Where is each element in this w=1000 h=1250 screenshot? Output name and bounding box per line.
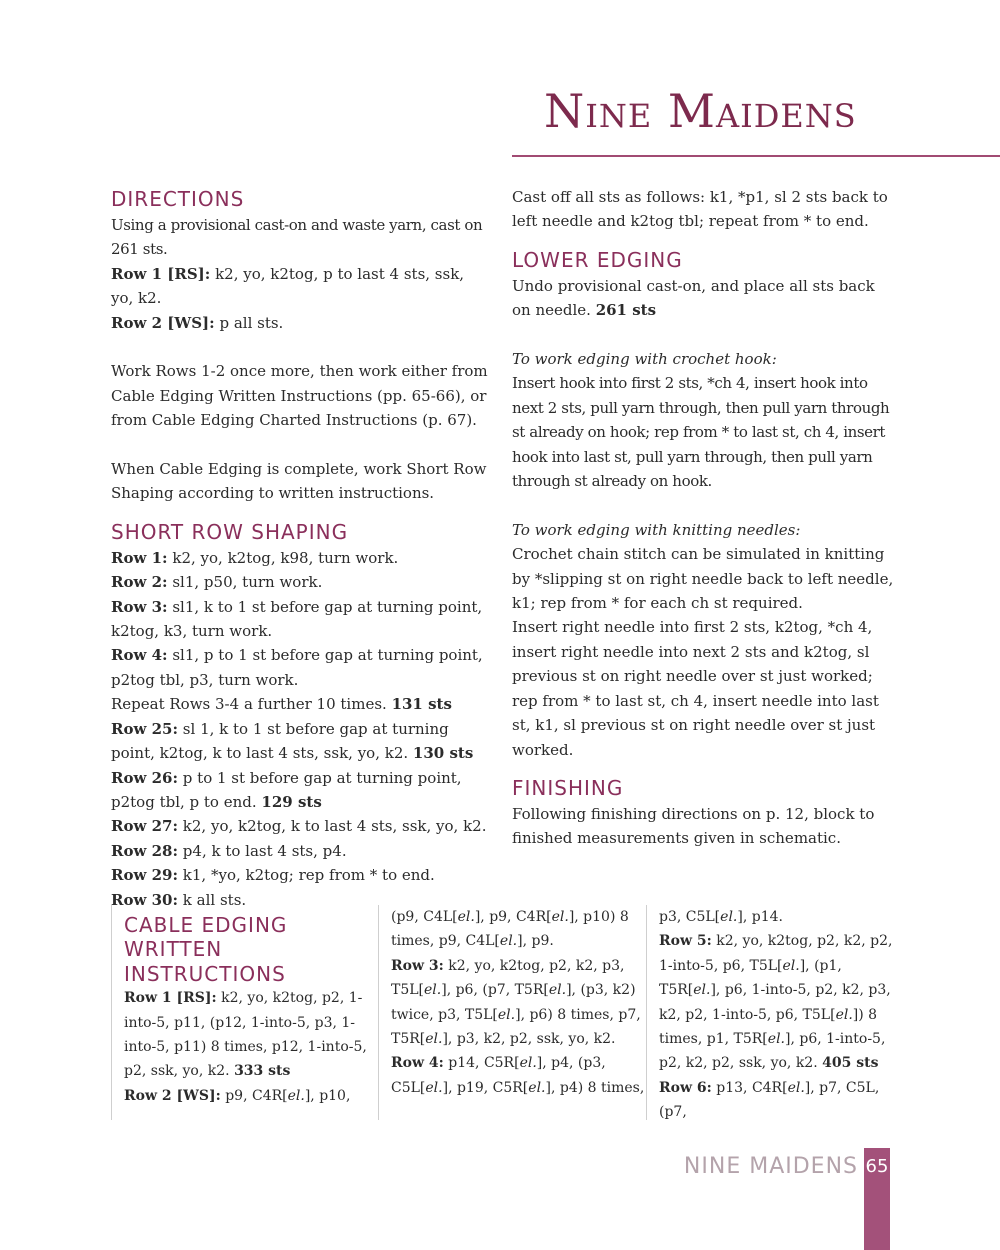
running-title: NINE MAIDENS (683, 1154, 858, 1179)
row-2: Row 2 [WS]: p all sts. (111, 313, 284, 332)
sr-row-28: Row 28: p4, k to last 4 sts, p4. (111, 841, 347, 860)
directions-heading: DIRECTIONS (111, 187, 245, 211)
cable-row-1: Row 1 [RS]: k2, yo, k2tog, p2, 1-into-5, p11, (p12, 1-into-5, p3, 1-into-5, p11) 8 times, p12, 1-into-5, p2, ssk, yo, k2. 333 sts (124, 990, 367, 1080)
para-work-rows: Work Rows 1-2 once more, then work either from Cable Edging Written Instructions (pp. 65-66), or from Cable Edging Charted Instructions (p. 67). (111, 362, 488, 430)
sr-row-27: Row 27: k2, yo, k2tog, k to last 4 sts, ssk, yo, k2. (111, 817, 487, 836)
cable-column-3 (646, 905, 902, 1120)
cable-row-6: Row 6: p13, C4R[el.], p7, C5L, (p7, (659, 1079, 880, 1121)
short-row-heading: SHORT ROW SHAPING (111, 519, 349, 544)
crochet-text: Insert hook into first 2 sts, *ch 4, insert hook into next 2 sts, pull yarn through, then pull yarn through st already on hook; rep from * to last st, ch 4, insert hook into last st, pull yarn through, then pull yarn through st already on hook. (512, 374, 890, 491)
sr-repeat: Repeat Rows 3-4 a further 10 times. 131 sts (111, 695, 452, 714)
finishing-heading: FINISHING (512, 775, 624, 800)
knitting-heading: To work edging with knitting needles: (512, 520, 801, 539)
sr-row-1: Row 1: k2, yo, k2tog, k98, turn work. (111, 548, 399, 567)
finishing-text: Following finishing directions on p. 12, block to finished measurements given in schematic. (512, 804, 875, 848)
cable-row-5: Row 5: k2, yo, k2tog, p2, k2, p2, 1-into-5, p6, T5L[el.], (p1, T5R[el.], p6, 1-into-5, p2, k2, p3, k2, p2, 1-into-5, p6, T5L[el.]) 8 times, p1, T5R[el.], p6, 1-into-5, p2, k2, p2, ssk, yo, k2. 405 sts (659, 933, 893, 1072)
cable-column-2 (378, 905, 646, 1120)
cable-column-1 (111, 905, 379, 1120)
row-1: Row 1 [RS]: k2, yo, k2tog, p to last 4 sts, ssk, yo, k2. (111, 264, 465, 308)
sr-row-26: Row 26: p to 1 st before gap at turning point, p2tog tbl, p to end. 129 sts (111, 768, 462, 811)
page-number: 65 (865, 1156, 889, 1177)
sr-row-3: Row 3: sl1, k to 1 st before gap at turning point, k2tog, k3, turn work. (111, 597, 483, 641)
cable-row-2: Row 2 [WS]: p9, C4R[el.], p10, (124, 1087, 351, 1104)
sr-row-25: Row 25: sl 1, k to 1 st before gap at turning point, k2tog, k to last 4 sts, ssk, yo, k2. 130 sts (111, 719, 474, 763)
cable-edging-box (111, 905, 893, 1121)
para-when-complete: When Cable Edging is complete, work Short Row Shaping according to written instructions. (111, 460, 487, 503)
lower-edging-heading: LOWER EDGING (512, 247, 683, 272)
right-column (512, 185, 896, 851)
left-column (111, 185, 491, 912)
page-title: Nine Maidens (544, 84, 857, 138)
sr-row-30: Row 30: k all sts. (111, 890, 247, 909)
castoff-text: Cast off all sts as follows: k1, *p1, sl 2 sts back to left needle and k2tog tbl; repeat from * to end. (512, 188, 888, 231)
crochet-heading: To work edging with crochet hook: (512, 350, 777, 369)
knitting-text-2: Insert right needle into first 2 sts, k2tog, *ch 4, insert right needle into next 2 sts and k2tog, sl previous st on right needle over st just worked; rep from * to last st, ch 4, insert needle into last st, k1, sl previous st on right needle over st just worked. (512, 618, 879, 759)
cable-row-3: Row 3: k2, yo, k2tog, p2, k2, p3, T5L[el.], p6, (p7, T5R[el.], (p3, k2) twice, p3, T5L[el.], p6) 8 times, p7, T5R[el.], p3, k2, p2, ssk, yo, k2. (391, 957, 641, 1048)
cable-row-2-cont: (p9, C4L[el.], p9, C4R[el.], p10) 8 times, p9, C4L[el.], p9. (391, 909, 629, 950)
undo-text: Undo provisional cast-on, and place all sts back on needle. 261 sts (512, 276, 875, 320)
title-rule (512, 155, 1000, 157)
cable-row-4-cont: p3, C5L[el.], p14. (659, 909, 783, 925)
sr-row-4: Row 4: sl1, p to 1 st before gap at turning point, p2tog tbl, p3, turn work. (111, 646, 483, 689)
cable-edging-heading: CABLE EDGING WRITTEN INSTRUCTIONS (124, 913, 288, 986)
knitting-text-1: Crochet chain stitch can be simulated in knitting by *slipping st on right needle back to left needle, k1; rep from * for each ch st required. (512, 545, 894, 613)
sr-row-29: Row 29: k1, *yo, k2tog; rep from * to end. (111, 866, 435, 885)
sr-row-2: Row 2: sl1, p50, turn work. (111, 573, 323, 592)
directions-intro: Using a provisional cast-on and waste yarn, cast on 261 sts. (111, 216, 483, 259)
cable-row-4: Row 4: p14, C5R[el.], p4, (p3, C5L[el.], p19, C5R[el.], p4) 8 times, (391, 1055, 645, 1096)
